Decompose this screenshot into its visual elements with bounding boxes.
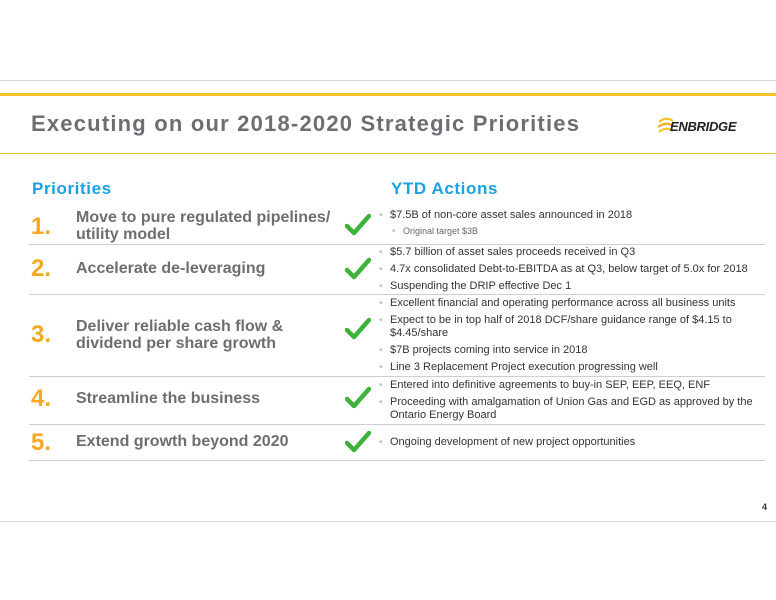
priority-text: Streamline the business: [76, 390, 261, 407]
action-item: • Expect to be in top half of 2018 DCF/share guidance range of $4.15 to $4.45/share: [379, 314, 759, 340]
action-list: [379, 379, 759, 426]
priority-number: 4.: [31, 385, 52, 412]
priority-number: 2.: [31, 255, 52, 282]
action-item: • Entered into definitive agreements to buy-in SEP, EEP, EEQ, ENF: [379, 379, 759, 392]
priority-row-2: [29, 245, 765, 293]
priority-row-5: [29, 425, 765, 459]
top-accent-rule: [0, 93, 776, 96]
action-item: • $5.7 billion of asset sales proceeds received in Q3: [379, 246, 759, 259]
enbridge-logo: [656, 115, 748, 137]
header-accent-rule: [0, 153, 776, 154]
action-item: • $7.5B of non-core asset sales announced in 2018: [379, 209, 759, 222]
action-subitem: • Original target $3B: [379, 226, 759, 237]
priority-number: 1.: [31, 213, 52, 240]
page-number: 4: [762, 502, 768, 512]
checkmark-icon: [345, 430, 371, 454]
checkmark-icon: [345, 257, 371, 281]
checkmark-icon: [345, 213, 371, 237]
slide-title: Executing on our 2018-2020 Strategic Priorities: [31, 111, 581, 136]
slide: [0, 80, 776, 522]
row-divider: [29, 460, 765, 461]
action-item: • Ongoing development of new project opportunities: [379, 436, 759, 449]
action-list: [379, 297, 759, 378]
action-item: • Line 3 Replacement Project execution progressing well: [379, 361, 759, 374]
checkmark-icon: [345, 386, 371, 410]
action-list: [379, 436, 759, 453]
action-item: • $7B projects coming into service in 2018: [379, 344, 759, 357]
ytd-actions-heading: YTD Actions: [391, 179, 499, 198]
priorities-heading: Priorities: [32, 179, 112, 198]
priority-row-1: [29, 205, 765, 243]
priority-text: Deliver reliable cash flow & dividend per share growth: [76, 318, 284, 352]
action-item: • Proceeding with amalgamation of Union Gas and EGD as approved by the Ontario Energy Board: [379, 396, 759, 422]
action-item: • Excellent financial and operating performance across all business units: [379, 297, 759, 310]
priority-number: 5.: [31, 429, 52, 456]
priority-row-3: [29, 295, 765, 375]
priority-number: 3.: [31, 321, 52, 348]
priority-text: Accelerate de-leveraging: [76, 260, 266, 277]
checkmark-icon: [345, 317, 371, 341]
priority-text: Move to pure regulated pipelines/ utility model: [76, 209, 331, 243]
action-item: • Suspending the DRIP effective Dec 1: [379, 280, 759, 293]
logo-wordmark: ENBRIDGE: [670, 119, 737, 134]
priority-row-4: [29, 377, 765, 423]
action-list: [379, 209, 759, 241]
action-item: • 4.7x consolidated Debt-to-EBITDA as at Q3, below target of 5.0x for 2018: [379, 263, 759, 276]
priority-text: Extend growth beyond 2020: [76, 433, 289, 450]
action-list: [379, 246, 759, 297]
